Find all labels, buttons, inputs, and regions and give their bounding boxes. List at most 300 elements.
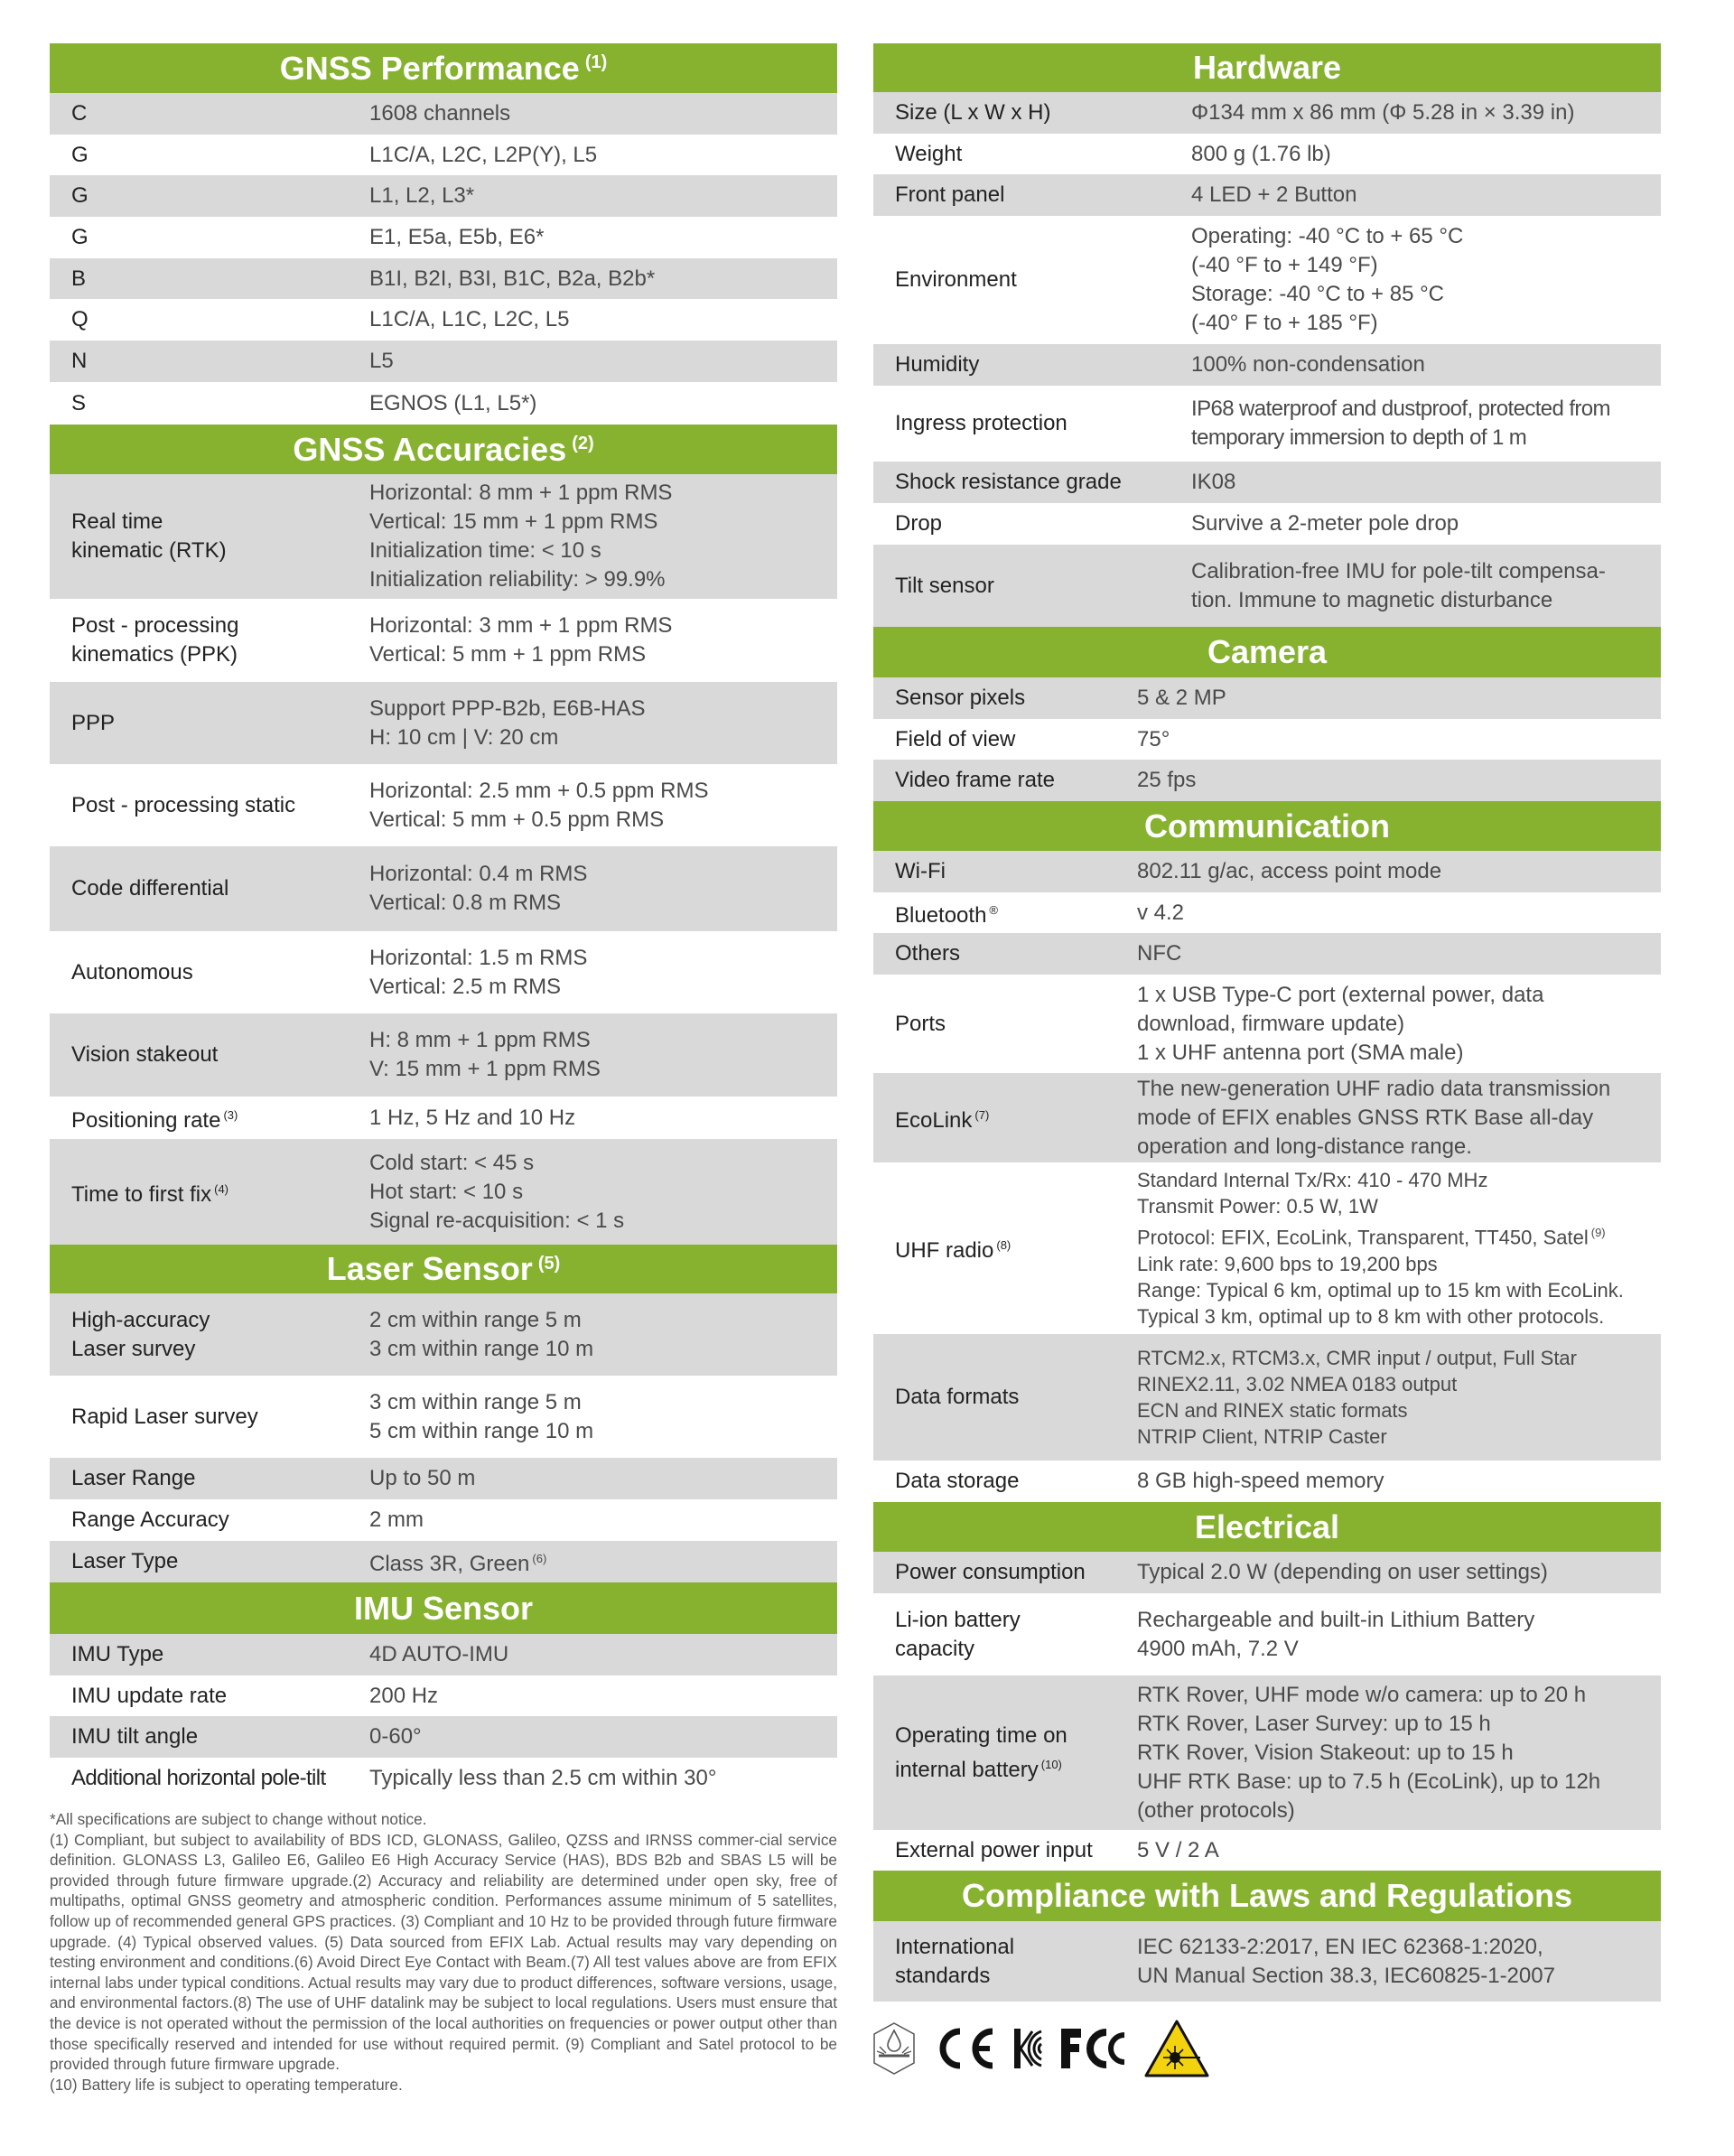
spec-value-line: Up to 50 m bbox=[369, 1466, 476, 1490]
spec-label-line: Post - processing bbox=[71, 613, 239, 638]
spec-value-line: H: 8 mm + 1 ppm RMS bbox=[369, 1028, 591, 1052]
spec-label-line: Others bbox=[895, 941, 961, 966]
spec-row bbox=[873, 174, 1661, 216]
spec-label bbox=[50, 1041, 369, 1069]
spec-label-line: G bbox=[71, 183, 89, 208]
spec-value bbox=[1137, 1167, 1661, 1329]
spec-value-line: Signal re-acquisition: < 1 s bbox=[369, 1208, 625, 1233]
spec-row bbox=[50, 1097, 837, 1139]
spec-value-line: Horizontal: 1.5 m RMS bbox=[369, 945, 588, 970]
spec-row bbox=[50, 1716, 837, 1758]
spec-row bbox=[873, 344, 1661, 386]
spec-label bbox=[873, 1231, 1137, 1265]
spec-row bbox=[873, 503, 1661, 545]
spec-row bbox=[873, 92, 1661, 134]
right-column bbox=[873, 43, 1661, 2002]
section-title: GNSS Accuracies bbox=[293, 430, 567, 468]
spec-value-line: Protocol: EFIX, EcoLink, Transparent, TT450, Satel bbox=[1137, 1226, 1589, 1249]
spec-row bbox=[873, 1830, 1661, 1871]
spec-value-line: RINEX2.11, 3.02 NMEA 0183 output bbox=[1137, 1373, 1458, 1395]
spec-value bbox=[369, 265, 837, 294]
spec-label-note: (10) bbox=[1040, 1757, 1062, 1771]
spec-value-line: (-40 °F to + 149 °F) bbox=[1191, 253, 1378, 277]
section-title: IMU Sensor bbox=[353, 1589, 534, 1627]
spec-row bbox=[50, 599, 837, 682]
spec-value-line: Typical 3 km, optimal up to 8 km with other protocols. bbox=[1137, 1304, 1605, 1328]
spec-label-line: G bbox=[71, 225, 89, 249]
spec-row bbox=[50, 1675, 837, 1716]
spec-value bbox=[1191, 181, 1661, 210]
spec-value bbox=[369, 1464, 837, 1493]
spec-value-line: 4900 mAh, 7.2 V bbox=[1137, 1636, 1299, 1661]
spec-label-line: N bbox=[71, 349, 88, 373]
section-title: GNSS Performance bbox=[279, 49, 580, 87]
spec-value-line: 5 V / 2 A bbox=[1137, 1837, 1219, 1862]
spec-label-line: Shock resistance grade bbox=[895, 470, 1122, 494]
spec-value bbox=[1137, 684, 1661, 713]
spec-row bbox=[873, 216, 1661, 344]
spec-value-line: Storage: -40 °C to + 85 °C bbox=[1191, 282, 1445, 306]
spec-row bbox=[50, 931, 837, 1013]
spec-label bbox=[50, 874, 369, 903]
spec-row bbox=[50, 299, 837, 341]
spec-value-line: L1, L2, L3* bbox=[369, 183, 475, 208]
spec-label bbox=[873, 1467, 1137, 1496]
spec-value-line: L5 bbox=[369, 349, 394, 373]
section-title: Electrical bbox=[1194, 1507, 1340, 1545]
spec-row bbox=[50, 1376, 837, 1458]
spec-value bbox=[1191, 222, 1661, 338]
spec-value bbox=[369, 1104, 837, 1133]
spec-value bbox=[1137, 725, 1661, 754]
spec-label bbox=[50, 223, 369, 252]
spec-label bbox=[873, 468, 1191, 497]
spec-label bbox=[873, 896, 1137, 930]
spec-value bbox=[1137, 1075, 1661, 1162]
section-title-note: (2) bbox=[572, 434, 594, 453]
spec-row bbox=[873, 386, 1661, 462]
spec-value-line: Standard Internal Tx/Rx: 410 - 470 MHz bbox=[1137, 1169, 1488, 1192]
spec-value bbox=[369, 695, 837, 752]
spec-value-line: 802.11 g/ac, access point mode bbox=[1137, 859, 1442, 883]
spec-value-line: 1 x UHF antenna port (SMA male) bbox=[1137, 1040, 1464, 1065]
spec-value bbox=[1137, 899, 1661, 928]
spec-label bbox=[873, 572, 1191, 601]
section-header-camera bbox=[873, 627, 1661, 677]
spec-label-line: Bluetooth bbox=[895, 902, 987, 928]
spec-value bbox=[369, 777, 837, 835]
spec-label-line-wrap bbox=[71, 1175, 369, 1209]
spec-label bbox=[873, 1606, 1137, 1664]
spec-row bbox=[50, 1013, 837, 1097]
spec-value-line-wrap bbox=[1137, 1219, 1661, 1250]
spec-value-line: RTK Rover, Vision Stakeout: up to 15 h bbox=[1137, 1740, 1514, 1765]
spec-label bbox=[873, 181, 1191, 210]
spec-value-line: RTCM2.x, RTCM3.x, CMR input / output, Full Star bbox=[1137, 1347, 1577, 1369]
spec-value-line: Survive a 2-meter pole drop bbox=[1191, 511, 1459, 536]
spec-value-line: Initialization reliability: > 99.9% bbox=[369, 567, 666, 592]
spec-row bbox=[873, 1073, 1661, 1162]
spec-value-line: RTK Rover, Laser Survey: up to 15 h bbox=[1137, 1711, 1491, 1736]
spec-value bbox=[1137, 1558, 1661, 1587]
spec-label-line: Wi-Fi bbox=[895, 859, 946, 883]
spec-value bbox=[369, 611, 837, 669]
spec-value-line: NTRIP Client, NTRIP Caster bbox=[1137, 1425, 1387, 1448]
spec-row bbox=[873, 1334, 1661, 1461]
spec-value bbox=[369, 141, 837, 170]
spec-value bbox=[369, 1545, 837, 1579]
spec-row bbox=[50, 217, 837, 258]
spec-value-line: operation and long-distance range. bbox=[1137, 1134, 1472, 1159]
spec-label bbox=[50, 1306, 369, 1364]
spec-label bbox=[873, 409, 1191, 438]
spec-label-line: Size (L x W x H) bbox=[895, 100, 1051, 125]
spec-label bbox=[873, 1010, 1137, 1039]
spec-label-line: C bbox=[71, 101, 88, 126]
spec-value-line: 25 fps bbox=[1137, 768, 1197, 792]
spec-label-note: (8) bbox=[996, 1238, 1012, 1252]
spec-value bbox=[369, 944, 837, 1002]
spec-label-note: (4) bbox=[214, 1181, 229, 1196]
section-header-hardware bbox=[873, 43, 1661, 92]
spec-label-line: Humidity bbox=[895, 352, 980, 377]
spec-label bbox=[873, 1383, 1137, 1412]
spec-value-line: Vertical: 15 mm + 1 ppm RMS bbox=[369, 509, 658, 534]
spec-value-line: UHF RTK Base: up to 7.5 h (EcoLink), up to 12h bbox=[1137, 1769, 1601, 1794]
spec-value-line: Hot start: < 10 s bbox=[369, 1179, 524, 1204]
spec-value-line: 800 g (1.76 lb) bbox=[1191, 141, 1331, 166]
spec-label bbox=[50, 347, 369, 376]
spec-row bbox=[873, 134, 1661, 174]
spec-label-line: standards bbox=[895, 1963, 991, 1988]
spec-value-line: Φ134 mm x 86 mm (Φ 5.28 in × 3.39 in) bbox=[1191, 100, 1575, 125]
spec-value-line: L1C/A, L2C, L2P(Y), L5 bbox=[369, 142, 598, 167]
spec-label-line: S bbox=[71, 390, 87, 415]
spec-value bbox=[369, 479, 837, 594]
spec-label-line: Field of view bbox=[895, 726, 1016, 751]
spec-label-line: Weight bbox=[895, 141, 963, 166]
spec-row bbox=[873, 851, 1661, 892]
spec-label: Additional horizontal pole-tilt bbox=[71, 1765, 326, 1790]
spec-row bbox=[873, 1921, 1661, 2002]
spec-value-line: EGNOS (L1, L5*) bbox=[369, 390, 537, 415]
spec-label bbox=[873, 1933, 1137, 1991]
spec-row bbox=[50, 93, 837, 135]
spec-label bbox=[50, 1464, 369, 1493]
spec-label bbox=[50, 1506, 369, 1535]
spec-value-line: 5 & 2 MP bbox=[1137, 686, 1226, 710]
spec-label-line: UHF radio bbox=[895, 1238, 994, 1263]
spec-value bbox=[369, 1026, 837, 1084]
spec-value-line: (other protocols) bbox=[1137, 1797, 1295, 1823]
spec-value bbox=[369, 223, 837, 252]
footnotes bbox=[50, 1809, 837, 2095]
spec-row bbox=[873, 545, 1661, 627]
spec-label-line: External power input bbox=[895, 1837, 1093, 1862]
spec-label bbox=[873, 1722, 1137, 1785]
spec-label-line: internal battery bbox=[895, 1757, 1039, 1782]
spec-value-line: Transmit Power: 0.5 W, 1W bbox=[1137, 1195, 1378, 1218]
spec-label-line: B bbox=[71, 266, 87, 291]
spec-label-line: Power consumption bbox=[895, 1560, 1086, 1584]
section-header-compliance bbox=[873, 1871, 1661, 1921]
spec-row bbox=[50, 1458, 837, 1499]
spec-value-line: NFC bbox=[1137, 941, 1182, 966]
spec-row bbox=[50, 1293, 837, 1376]
spec-row bbox=[873, 760, 1661, 801]
spec-label-line: Video frame rate bbox=[895, 768, 1055, 792]
section-title: Camera bbox=[1207, 633, 1328, 670]
section-title: Laser Sensor bbox=[326, 1250, 533, 1287]
spec-label: IMU update rate bbox=[71, 1683, 228, 1708]
spec-value bbox=[369, 1506, 837, 1535]
spec-value bbox=[1191, 140, 1661, 169]
spec-value-line: Typical 2.0 W (depending on user settings) bbox=[1137, 1560, 1548, 1584]
spec-label-line: Sensor pixels bbox=[895, 686, 1026, 710]
spec-value bbox=[1137, 939, 1661, 968]
spec-value-line: Vertical: 5 mm + 0.5 ppm RMS bbox=[369, 807, 665, 832]
spec-row bbox=[873, 933, 1661, 975]
section-header-gnss-performance bbox=[50, 43, 837, 93]
spec-value bbox=[1137, 1836, 1661, 1865]
spec-value-line: 2 cm within range 5 m bbox=[369, 1307, 582, 1332]
spec-value bbox=[369, 347, 837, 376]
spec-label-line: PPP bbox=[71, 710, 116, 735]
spec-value-line: 8 GB high-speed memory bbox=[1137, 1469, 1384, 1493]
spec-label-line: G bbox=[71, 142, 89, 167]
spec-label-line: Q bbox=[71, 307, 89, 331]
spec-value-line: 1 x USB Type-C port (external power, data bbox=[1137, 982, 1544, 1007]
spec-label bbox=[50, 389, 369, 418]
spec-label bbox=[50, 611, 369, 669]
spec-row bbox=[873, 1552, 1661, 1593]
spec-label-line: kinematic (RTK) bbox=[71, 538, 227, 563]
spec-label bbox=[873, 140, 1191, 169]
spec-label-line: Drop bbox=[895, 511, 943, 536]
spec-label-line: Code differential bbox=[71, 876, 229, 901]
spec-value bbox=[369, 305, 837, 334]
spec-value bbox=[369, 1149, 837, 1236]
spec-value-line: Link rate: 9,600 bps to 19,200 bps bbox=[1137, 1252, 1438, 1275]
spec-label-line: Tilt sensor bbox=[895, 573, 994, 598]
spec-value-line: Class 3R, Green bbox=[369, 1552, 530, 1576]
section-header-laser-sensor bbox=[50, 1245, 837, 1293]
spec-value bbox=[1191, 468, 1661, 497]
spec-row bbox=[873, 1461, 1661, 1502]
spec-label-note: (3) bbox=[223, 1107, 238, 1122]
spec-row bbox=[50, 382, 837, 425]
spec-label bbox=[873, 1101, 1137, 1135]
spec-row bbox=[50, 682, 837, 764]
spec-row bbox=[50, 341, 837, 382]
spec-label: IMU Type bbox=[71, 1642, 164, 1666]
spec-value-line: Cold start: < 45 s bbox=[369, 1150, 535, 1175]
spec-label-line: Laser survey bbox=[71, 1336, 196, 1361]
spec-value-line-wrap bbox=[369, 1545, 837, 1579]
spec-value-line: Support PPP-B2b, E6B-HAS bbox=[369, 695, 646, 721]
spec-value: 4D AUTO-IMU bbox=[369, 1642, 509, 1666]
spec-value bbox=[1137, 981, 1661, 1068]
spec-row bbox=[50, 1139, 837, 1245]
section-header-communication bbox=[873, 801, 1661, 851]
spec-label-line: Autonomous bbox=[71, 959, 193, 985]
spec-value-line: IK08 bbox=[1191, 470, 1236, 494]
spec-value-line: Vertical: 2.5 m RMS bbox=[369, 974, 562, 999]
spec-label-line: Li-ion battery bbox=[895, 1607, 1021, 1632]
spec-value-line: mode of EFIX enables GNSS RTK Base all-day bbox=[1137, 1105, 1594, 1130]
spec-label-line: kinematics (PPK) bbox=[71, 642, 238, 667]
spec-row bbox=[50, 135, 837, 175]
spec-label-line-wrap bbox=[895, 896, 1137, 930]
spec-label-line: Real time bbox=[71, 509, 163, 534]
spec-value-note: (9) bbox=[1590, 1226, 1606, 1240]
spec-value-line: 4 LED + 2 Button bbox=[1191, 182, 1357, 207]
spec-value bbox=[369, 1388, 837, 1446]
spec-value: 200 Hz bbox=[369, 1683, 439, 1708]
spec-label-line: International bbox=[895, 1934, 1015, 1959]
spec-value-line: Calibration-free IMU for pole-tilt compensa- bbox=[1191, 558, 1606, 583]
spec-row bbox=[50, 1541, 837, 1582]
spec-value-line: UN Manual Section 38.3, IEC60825-1-2007 bbox=[1137, 1963, 1555, 1988]
spec-row bbox=[50, 1758, 837, 1798]
spec-value bbox=[369, 99, 837, 128]
spec-value-line: Rechargeable and built-in Lithium Battery bbox=[1137, 1607, 1535, 1632]
spec-row bbox=[50, 1499, 837, 1541]
spec-label: IMU tilt angle bbox=[71, 1724, 199, 1749]
spec-value bbox=[1191, 395, 1661, 453]
spec-label bbox=[50, 1101, 369, 1135]
spec-value bbox=[1137, 1933, 1661, 1991]
spec-label bbox=[873, 939, 1137, 968]
spec-value-line: Vertical: 5 mm + 1 ppm RMS bbox=[369, 642, 647, 667]
spec-value-line: Horizontal: 8 mm + 1 ppm RMS bbox=[369, 481, 673, 505]
spec-label-line-wrap bbox=[895, 1231, 1137, 1265]
spec-value bbox=[1191, 557, 1661, 615]
footnote-body: (1) Compliant, but subject to availability of BDS ICD, GLONASS, Galileo, QZSS and IRNSS commer-cial service definition. GLONASS L3, Galileo E6, Galileo E6 High Accuracy Service (HAS), BDS B2b and SBAS L5 will be provided through future firmware upgrade.(2) Accuracy and reliability are determined under open sky, free of multipaths, optimal GNSS geometry and atmospheric condition. Performances assume minimum of 5 satellites, follow up of recommended general GPS practices. (3) Compliant and 10 Hz to be provided through future firmware upgrade. (4) Typical observed values. (5) Data sourced from EFIX Lab. Actual results may vary depending on testing environment and conditions.(6) Avoid Direct Eye Contact with Beam.(7) All test values above are from EFIX internal labs under typical conditions. Actual results may vary due to product differences, software versions, usage, and environmental factors.(8) The use of UHF datalink may be subject to local regulations. Users must ensure that the device is not operated without the permission of the local authorities on frequencies or power output other than those specifically reserved and intended for use without required permit. (9) Compliant and Satel protocol to be provided through future firmware upgrade. bbox=[50, 1830, 837, 2074]
ip-water-dust-icon bbox=[872, 2021, 917, 2076]
spec-value-line: 1608 channels bbox=[369, 101, 511, 126]
spec-value bbox=[1191, 350, 1661, 379]
spec-label-line: Ports bbox=[895, 1011, 946, 1036]
spec-value-line: ECN and RINEX static formats bbox=[1137, 1399, 1408, 1422]
spec-value-line: IEC 62133-2:2017, EN IEC 62368-1:2020, bbox=[1137, 1934, 1543, 1959]
spec-value bbox=[369, 389, 837, 418]
spec-label bbox=[873, 857, 1137, 886]
spec-label bbox=[873, 725, 1137, 754]
spec-value-line: 2 mm bbox=[369, 1507, 424, 1532]
spec-row bbox=[50, 1634, 837, 1675]
spec-label bbox=[873, 350, 1191, 379]
section-title-note: (1) bbox=[584, 52, 608, 72]
spec-label bbox=[50, 791, 369, 820]
spec-label-line: High-accuracy bbox=[71, 1307, 210, 1332]
spec-value-line: download, firmware update) bbox=[1137, 1011, 1405, 1036]
section-title-note: (5) bbox=[537, 1253, 561, 1274]
spec-label-line: Laser Type bbox=[71, 1549, 179, 1573]
spec-value-line: Horizontal: 0.4 m RMS bbox=[369, 862, 588, 886]
spec-label-line-wrap bbox=[71, 1101, 369, 1135]
spec-row bbox=[873, 1593, 1661, 1675]
spec-row bbox=[873, 1675, 1661, 1830]
spec-row bbox=[873, 719, 1661, 760]
spec-value bbox=[369, 1306, 837, 1364]
spec-label bbox=[873, 266, 1191, 294]
spec-label-line: Operating time on bbox=[895, 1722, 1067, 1748]
spec-label-note: (7) bbox=[974, 1107, 990, 1122]
spec-value bbox=[369, 182, 837, 210]
spec-label-line-wrap bbox=[895, 1101, 1137, 1135]
spec-value-line: 3 cm within range 5 m bbox=[369, 1389, 582, 1414]
spec-value-line: 1 Hz, 5 Hz and 10 Hz bbox=[369, 1105, 576, 1130]
spec-row bbox=[50, 764, 837, 846]
spec-label bbox=[50, 99, 369, 128]
spec-value-line: (-40° F to + 185 °F) bbox=[1191, 311, 1378, 335]
spec-value: 0-60° bbox=[369, 1724, 422, 1749]
spec-row bbox=[873, 892, 1661, 933]
spec-label bbox=[50, 182, 369, 210]
spec-label bbox=[873, 1558, 1137, 1587]
spec-value bbox=[1137, 1606, 1661, 1664]
spec-value-line: Operating: -40 °C to + 65 °C bbox=[1191, 224, 1464, 248]
left-column bbox=[50, 43, 837, 1798]
spec-label bbox=[50, 265, 369, 294]
spec-label bbox=[50, 305, 369, 334]
spec-value-line: RTK Rover, UHF mode w/o camera: up to 20 h bbox=[1137, 1682, 1587, 1707]
fcc-mark-icon bbox=[1059, 2026, 1128, 2071]
spec-value-line: 3 cm within range 10 m bbox=[369, 1336, 594, 1361]
spec-value-note: (6) bbox=[532, 1552, 547, 1565]
spec-value-line: Initialization time: < 10 s bbox=[369, 538, 601, 563]
spec-label bbox=[873, 684, 1137, 713]
section-title: Hardware bbox=[1192, 49, 1342, 86]
spec-label bbox=[50, 1403, 369, 1432]
spec-label-line: Vision stakeout bbox=[71, 1042, 219, 1067]
footnote-disclaimer: *All specifications are subject to change without notice. bbox=[50, 1810, 427, 1828]
spec-value bbox=[1137, 766, 1661, 795]
spec-label-line-wrap bbox=[895, 1750, 1137, 1785]
spec-value-line: V: 15 mm + 1 ppm RMS bbox=[369, 1057, 601, 1081]
section-title: Compliance with Laws and Regulations bbox=[961, 1877, 1573, 1914]
spec-row bbox=[50, 474, 837, 599]
spec-label-line: Time to first fix bbox=[71, 1181, 212, 1207]
spec-value-line: temporary immersion to depth of 1 m bbox=[1191, 425, 1527, 450]
spec-value-line: tion. Immune to magnetic disturbance bbox=[1191, 587, 1553, 612]
spec-row bbox=[873, 677, 1661, 719]
spec-value-line: Range: Typical 6 km, optimal up to 15 km with EcoLink. bbox=[1137, 1278, 1624, 1302]
spec-label-line: Post - processing static bbox=[71, 792, 296, 817]
section-header-imu-sensor bbox=[50, 1582, 837, 1634]
section-title: Communication bbox=[1143, 807, 1390, 845]
spec-label-line: Positioning rate bbox=[71, 1107, 221, 1133]
spec-value: Typically less than 2.5 cm within 30° bbox=[369, 1765, 717, 1790]
spec-label bbox=[50, 1547, 369, 1576]
spec-label-line: Range Accuracy bbox=[71, 1507, 229, 1532]
spec-label-line: Data storage bbox=[895, 1469, 1020, 1493]
spec-label bbox=[50, 508, 369, 565]
spec-label bbox=[873, 1836, 1137, 1865]
section-header-electrical bbox=[873, 1502, 1661, 1552]
spec-label-line: Front panel bbox=[895, 182, 1005, 207]
section-header-gnss-accuracies bbox=[50, 425, 837, 474]
spec-value-line: 100% non-condensation bbox=[1191, 352, 1425, 377]
spec-label-line: Environment bbox=[895, 267, 1017, 292]
kc-mark-icon bbox=[1012, 2026, 1043, 2071]
spec-value-line: 75° bbox=[1137, 726, 1170, 751]
spec-value bbox=[1137, 1467, 1661, 1496]
spec-label bbox=[873, 509, 1191, 538]
spec-label-line: Data formats bbox=[895, 1385, 1020, 1409]
spec-label-line: Ingress protection bbox=[895, 411, 1067, 435]
